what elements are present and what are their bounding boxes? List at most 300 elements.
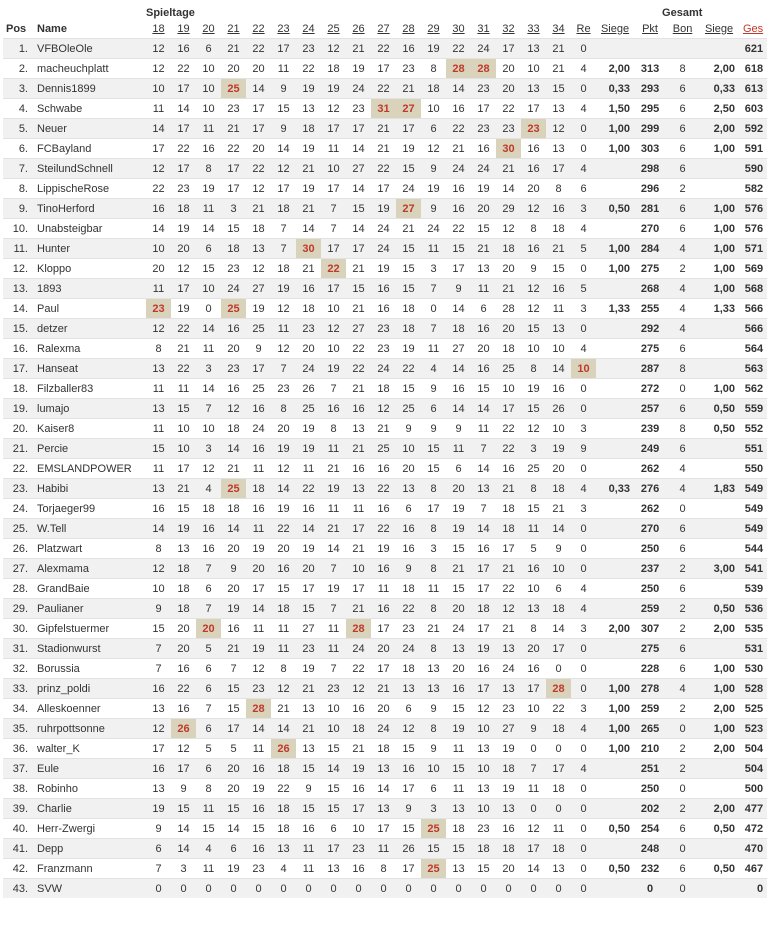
cell-ges: 552	[739, 419, 767, 439]
cell-ges: 539	[739, 579, 767, 599]
cell-name: VFBOleOle	[34, 39, 146, 59]
cell-day-score: 9	[521, 259, 546, 279]
cell-day-score: 11	[321, 439, 346, 459]
cell-re: 3	[571, 619, 596, 639]
cell-day-score: 8	[421, 479, 446, 499]
cell-day-score: 9	[146, 819, 171, 839]
cell-day-score: 14	[346, 219, 371, 239]
cell-day-score: 8	[371, 859, 396, 879]
cell-day-score: 22	[371, 519, 396, 539]
cell-day-score: 12	[546, 119, 571, 139]
cell-name: Robinho	[34, 779, 146, 799]
cell-day-score: 21	[446, 559, 471, 579]
cell-siege: 0,50	[596, 199, 634, 219]
cell-day-score: 19	[321, 359, 346, 379]
cell-name: TinoHerford	[34, 199, 146, 219]
cell-day-score: 24	[421, 219, 446, 239]
cell-siege-total	[699, 499, 739, 519]
cell-day-score: 24	[296, 359, 321, 379]
cell-ges: 531	[739, 639, 767, 659]
column-header-day[interactable]: 33	[527, 22, 540, 35]
cell-pkt: 232	[634, 859, 666, 879]
cell-day-score: 12	[471, 699, 496, 719]
column-header-day[interactable]: 24	[302, 22, 315, 35]
cell-pos: 26.	[3, 539, 34, 559]
cell-day-score: 12	[496, 219, 521, 239]
cell-day-score: 16	[521, 659, 546, 679]
cell-day-score: 15	[521, 319, 546, 339]
cell-siege-total	[699, 839, 739, 859]
cell-pkt: 250	[634, 539, 666, 559]
cell-day-score: 17	[546, 759, 571, 779]
cell-bon: 6	[666, 659, 699, 679]
cell-day-score: 22	[371, 159, 396, 179]
cell-re: 4	[571, 719, 596, 739]
cell-pos: 13.	[3, 279, 34, 299]
cell-day-score: 10	[546, 339, 571, 359]
cell-day-score: 19	[471, 179, 496, 199]
cell-day-score: 20	[221, 579, 246, 599]
cell-re: 0	[571, 639, 596, 659]
cell-re: 0	[571, 319, 596, 339]
column-header-day[interactable]: 23	[277, 22, 290, 35]
cell-day-score: 16	[471, 319, 496, 339]
cell-siege-total: 1,00	[699, 279, 739, 299]
cell-bon: 6	[666, 399, 699, 419]
cell-siege: 1,00	[596, 139, 634, 159]
cell-day-score: 11	[471, 419, 496, 439]
cell-day-score: 3	[171, 859, 196, 879]
cell-siege: 1,00	[596, 699, 634, 719]
cell-day-score: 6	[471, 299, 496, 319]
cell-siege-total: 1,00	[699, 139, 739, 159]
cell-bon: 6	[666, 99, 699, 119]
cell-day-score: 3	[221, 199, 246, 219]
column-header-day[interactable]: 25	[327, 22, 340, 35]
cell-day-score: 22	[346, 659, 371, 679]
cell-day-score: 17	[396, 859, 421, 879]
cell-day-score: 17	[246, 99, 271, 119]
cell-day-score: 17	[496, 539, 521, 559]
cell-day-score: 19	[221, 859, 246, 879]
cell-day-score: 18	[271, 199, 296, 219]
cell-day-score: 23	[296, 319, 321, 339]
cell-day-score: 14	[221, 519, 246, 539]
cell-name: W.Tell	[34, 519, 146, 539]
cell-day-score: 8	[421, 599, 446, 619]
column-header-bon[interactable]: Bon	[672, 22, 693, 35]
cell-day-score: 19	[296, 659, 321, 679]
cell-day-score: 0	[221, 879, 246, 899]
cell-day-score: 26	[271, 739, 296, 759]
cell-ges: 504	[739, 739, 767, 759]
cell-name: Torjaeger99	[34, 499, 146, 519]
cell-day-score: 18	[446, 819, 471, 839]
cell-re: 3	[571, 699, 596, 719]
cell-day-score: 14	[196, 379, 221, 399]
cell-day-score: 16	[446, 179, 471, 199]
cell-pkt: 202	[634, 799, 666, 819]
cell-day-score: 21	[496, 619, 521, 639]
cell-bon: 2	[666, 619, 699, 639]
cell-day-score: 16	[146, 199, 171, 219]
cell-siege-total: 2,00	[699, 59, 739, 79]
cell-name: LippischeRose	[34, 179, 146, 199]
cell-day-score: 11	[296, 459, 321, 479]
cell-pos: 17.	[3, 359, 34, 379]
cell-day-score: 12	[171, 739, 196, 759]
cell-day-score: 5	[221, 739, 246, 759]
cell-day-score: 0	[146, 879, 171, 899]
cell-day-score: 15	[146, 439, 171, 459]
cell-day-score: 19	[471, 639, 496, 659]
cell-day-score: 5	[521, 539, 546, 559]
cell-day-score: 7	[521, 759, 546, 779]
cell-day-score: 27	[446, 339, 471, 359]
cell-day-score: 7	[271, 359, 296, 379]
cell-day-score: 18	[371, 379, 396, 399]
cell-day-score: 11	[546, 819, 571, 839]
cell-day-score: 10	[471, 759, 496, 779]
cell-siege-total: 0,50	[699, 419, 739, 439]
cell-re: 4	[571, 99, 596, 119]
cell-day-score: 23	[221, 99, 246, 119]
cell-day-score: 11	[521, 779, 546, 799]
cell-day-score: 25	[421, 819, 446, 839]
cell-day-score: 20	[196, 619, 221, 639]
cell-day-score: 10	[546, 559, 571, 579]
table-row	[3, 479, 767, 499]
column-header-siege[interactable]: Siege	[600, 22, 630, 35]
cell-day-score: 17	[171, 119, 196, 139]
cell-day-score: 15	[271, 99, 296, 119]
cell-siege-total: 1,83	[699, 479, 739, 499]
cell-siege	[596, 519, 634, 539]
cell-day-score: 18	[221, 239, 246, 259]
cell-siege: 2,00	[596, 619, 634, 639]
cell-ges: 571	[739, 239, 767, 259]
table-row	[3, 559, 767, 579]
cell-day-score: 27	[346, 159, 371, 179]
cell-day-score: 11	[146, 99, 171, 119]
cell-day-score: 18	[446, 319, 471, 339]
cell-siege	[596, 539, 634, 559]
column-header-day[interactable]: 19	[177, 22, 190, 35]
cell-day-score: 21	[371, 419, 396, 439]
cell-day-score: 23	[221, 359, 246, 379]
cell-day-score: 30	[496, 139, 521, 159]
table-row	[3, 179, 767, 199]
cell-pos: 32.	[3, 659, 34, 679]
cell-day-score: 0	[396, 879, 421, 899]
cell-day-score: 16	[521, 239, 546, 259]
table-row	[3, 859, 767, 879]
cell-day-score: 12	[271, 679, 296, 699]
cell-siege: 1,33	[596, 299, 634, 319]
cell-pos: 4.	[3, 99, 34, 119]
cell-day-score: 16	[546, 279, 571, 299]
cell-day-score: 20	[171, 239, 196, 259]
cell-ges: 591	[739, 139, 767, 159]
cell-ges: 470	[739, 839, 767, 859]
cell-day-score: 8	[521, 219, 546, 239]
cell-day-score: 17	[246, 119, 271, 139]
cell-pkt: 307	[634, 619, 666, 639]
cell-day-score: 4	[421, 359, 446, 379]
cell-day-score: 18	[496, 759, 521, 779]
cell-day-score: 13	[471, 259, 496, 279]
cell-day-score: 7	[471, 439, 496, 459]
cell-day-score: 11	[346, 499, 371, 519]
cell-day-score: 12	[246, 259, 271, 279]
cell-day-score: 12	[521, 419, 546, 439]
cell-day-score: 15	[221, 679, 246, 699]
cell-day-score: 14	[221, 439, 246, 459]
cell-pos: 36.	[3, 739, 34, 759]
cell-day-score: 11	[146, 279, 171, 299]
cell-day-score: 0	[321, 879, 346, 899]
cell-day-score: 22	[546, 699, 571, 719]
cell-day-score: 16	[171, 39, 196, 59]
cell-day-score: 9	[446, 279, 471, 299]
cell-pos: 8.	[3, 179, 34, 199]
cell-siege	[596, 339, 634, 359]
cell-day-score: 23	[146, 299, 171, 319]
cell-day-score: 14	[546, 519, 571, 539]
cell-day-score: 16	[221, 379, 246, 399]
cell-day-score: 22	[396, 359, 421, 379]
cell-day-score: 11	[196, 119, 221, 139]
table-row	[3, 339, 767, 359]
cell-re: 5	[571, 279, 596, 299]
cell-day-score: 16	[496, 819, 521, 839]
cell-ges: 535	[739, 619, 767, 639]
cell-day-score: 18	[171, 559, 196, 579]
cell-day-score: 7	[196, 559, 221, 579]
cell-day-score: 10	[171, 419, 196, 439]
cell-day-score: 14	[496, 179, 521, 199]
cell-day-score: 7	[196, 699, 221, 719]
cell-day-score: 21	[496, 479, 521, 499]
cell-day-score: 0	[471, 879, 496, 899]
cell-pos: 35.	[3, 719, 34, 739]
column-header-day[interactable]: 18	[152, 22, 165, 35]
cell-siege-total: 1,00	[699, 659, 739, 679]
cell-ges: 590	[739, 159, 767, 179]
cell-day-score: 22	[171, 679, 196, 699]
cell-pkt: 299	[634, 119, 666, 139]
table-row	[3, 119, 767, 139]
cell-day-score: 17	[321, 179, 346, 199]
cell-day-score: 11	[146, 459, 171, 479]
cell-day-score: 11	[271, 639, 296, 659]
cell-siege-total: 1,00	[699, 259, 739, 279]
column-header-day[interactable]: 28	[402, 22, 415, 35]
cell-day-score: 10	[171, 439, 196, 459]
cell-day-score: 13	[446, 799, 471, 819]
column-header-day[interactable]: 29	[427, 22, 440, 35]
cell-day-score: 14	[446, 299, 471, 319]
cell-day-score: 24	[471, 39, 496, 59]
cell-bon: 6	[666, 159, 699, 179]
cell-pkt: 272	[634, 379, 666, 399]
cell-day-score: 17	[471, 679, 496, 699]
cell-day-score: 13	[146, 699, 171, 719]
cell-day-score: 17	[396, 779, 421, 799]
cell-pkt: 303	[634, 139, 666, 159]
cell-name: Eule	[34, 759, 146, 779]
table-row	[3, 739, 767, 759]
cell-pos: 33.	[3, 679, 34, 699]
cell-pkt: 255	[634, 299, 666, 319]
cell-day-score: 15	[396, 739, 421, 759]
column-header-day[interactable]: 26	[352, 22, 365, 35]
cell-day-score: 13	[521, 39, 546, 59]
cell-day-score: 16	[246, 759, 271, 779]
cell-ges: 603	[739, 99, 767, 119]
cell-day-score: 23	[471, 79, 496, 99]
cell-day-score: 19	[446, 719, 471, 739]
cell-day-score: 16	[446, 679, 471, 699]
cell-re: 3	[571, 199, 596, 219]
column-header-day[interactable]: 32	[502, 22, 515, 35]
cell-day-score: 10	[421, 99, 446, 119]
cell-day-score: 20	[271, 539, 296, 559]
cell-day-score: 18	[496, 239, 521, 259]
cell-pkt: 262	[634, 459, 666, 479]
cell-day-score: 15	[446, 759, 471, 779]
cell-re: 5	[571, 239, 596, 259]
cell-name: Habibi	[34, 479, 146, 499]
cell-pkt: 276	[634, 479, 666, 499]
standings-body	[3, 39, 767, 899]
cell-day-score: 6	[421, 399, 446, 419]
cell-bon: 0	[666, 879, 699, 899]
cell-day-score: 18	[271, 759, 296, 779]
cell-siege-total	[699, 359, 739, 379]
cell-day-score: 25	[221, 299, 246, 319]
cell-pkt: 251	[634, 759, 666, 779]
cell-day-score: 6	[546, 579, 571, 599]
cell-pos: 15.	[3, 319, 34, 339]
cell-day-score: 21	[346, 39, 371, 59]
cell-pos: 21.	[3, 439, 34, 459]
cell-day-score: 13	[171, 539, 196, 559]
cell-re: 4	[571, 339, 596, 359]
column-header-day[interactable]: 31	[477, 22, 490, 35]
column-header-siege-total[interactable]: Siege	[704, 22, 734, 35]
cell-day-score: 13	[471, 739, 496, 759]
cell-day-score: 23	[371, 319, 396, 339]
cell-pos: 2.	[3, 59, 34, 79]
cell-day-score: 21	[346, 299, 371, 319]
cell-day-score: 18	[471, 839, 496, 859]
cell-day-score: 18	[171, 579, 196, 599]
cell-day-score: 14	[371, 779, 396, 799]
cell-day-score: 12	[396, 719, 421, 739]
cell-name: Kloppo	[34, 259, 146, 279]
cell-name: Dennis1899	[34, 79, 146, 99]
cell-day-score: 15	[221, 699, 246, 719]
cell-day-score: 6	[196, 679, 221, 699]
cell-siege-total: 0,33	[699, 79, 739, 99]
cell-bon: 6	[666, 439, 699, 459]
column-header-day[interactable]: 27	[377, 22, 390, 35]
cell-day-score: 17	[471, 579, 496, 599]
cell-day-score: 15	[421, 839, 446, 859]
cell-day-score: 23	[246, 859, 271, 879]
cell-siege: 1,00	[596, 739, 634, 759]
cell-day-score: 0	[346, 879, 371, 899]
cell-day-score: 19	[421, 179, 446, 199]
cell-day-score: 12	[271, 159, 296, 179]
cell-day-score: 15	[421, 439, 446, 459]
cell-re: 0	[571, 739, 596, 759]
cell-day-score: 18	[371, 739, 396, 759]
cell-day-score: 20	[496, 59, 521, 79]
column-header-day[interactable]: 21	[227, 22, 240, 35]
cell-name: Charlie	[34, 799, 146, 819]
cell-day-score: 17	[371, 659, 396, 679]
cell-day-score: 13	[496, 639, 521, 659]
cell-day-score: 22	[346, 339, 371, 359]
cell-name: SVW	[34, 879, 146, 899]
cell-day-score: 16	[396, 539, 421, 559]
cell-day-score: 18	[221, 499, 246, 519]
table-row	[3, 439, 767, 459]
column-header-ges[interactable]: Ges	[742, 22, 764, 35]
cell-day-score: 19	[296, 79, 321, 99]
cell-pos: 37.	[3, 759, 34, 779]
cell-pkt: 248	[634, 839, 666, 859]
cell-day-score: 16	[521, 159, 546, 179]
cell-day-score: 19	[521, 379, 546, 399]
column-header-day[interactable]: 22	[252, 22, 265, 35]
cell-day-score: 20	[221, 59, 246, 79]
cell-bon: 6	[666, 79, 699, 99]
cell-re: 0	[571, 399, 596, 419]
cell-day-score: 3	[196, 439, 221, 459]
column-header-day[interactable]: 34	[552, 22, 565, 35]
cell-day-score: 10	[196, 279, 221, 299]
cell-ges: 500	[739, 779, 767, 799]
cell-siege	[596, 399, 634, 419]
cell-day-score: 12	[371, 399, 396, 419]
cell-day-score: 14	[321, 539, 346, 559]
cell-siege-total	[699, 779, 739, 799]
cell-day-score: 19	[321, 479, 346, 499]
cell-pkt: 270	[634, 219, 666, 239]
column-header-re[interactable]: Re	[576, 22, 591, 35]
cell-day-score: 14	[196, 319, 221, 339]
cell-siege: 0,50	[596, 819, 634, 839]
column-header-pkt[interactable]: Pkt	[642, 22, 658, 35]
cell-pos: 43.	[3, 879, 34, 899]
cell-day-score: 15	[446, 239, 471, 259]
cell-day-score: 13	[496, 799, 521, 819]
cell-day-score: 17	[171, 159, 196, 179]
cell-day-score: 19	[321, 579, 346, 599]
column-header-day[interactable]: 30	[452, 22, 465, 35]
cell-day-score: 9	[396, 559, 421, 579]
cell-pos: 1.	[3, 39, 34, 59]
cell-day-score: 15	[446, 579, 471, 599]
column-header-day[interactable]: 20	[202, 22, 215, 35]
cell-day-score: 16	[296, 819, 321, 839]
cell-day-score: 24	[446, 619, 471, 639]
cell-siege: 2,00	[596, 59, 634, 79]
cell-day-score: 20	[446, 659, 471, 679]
